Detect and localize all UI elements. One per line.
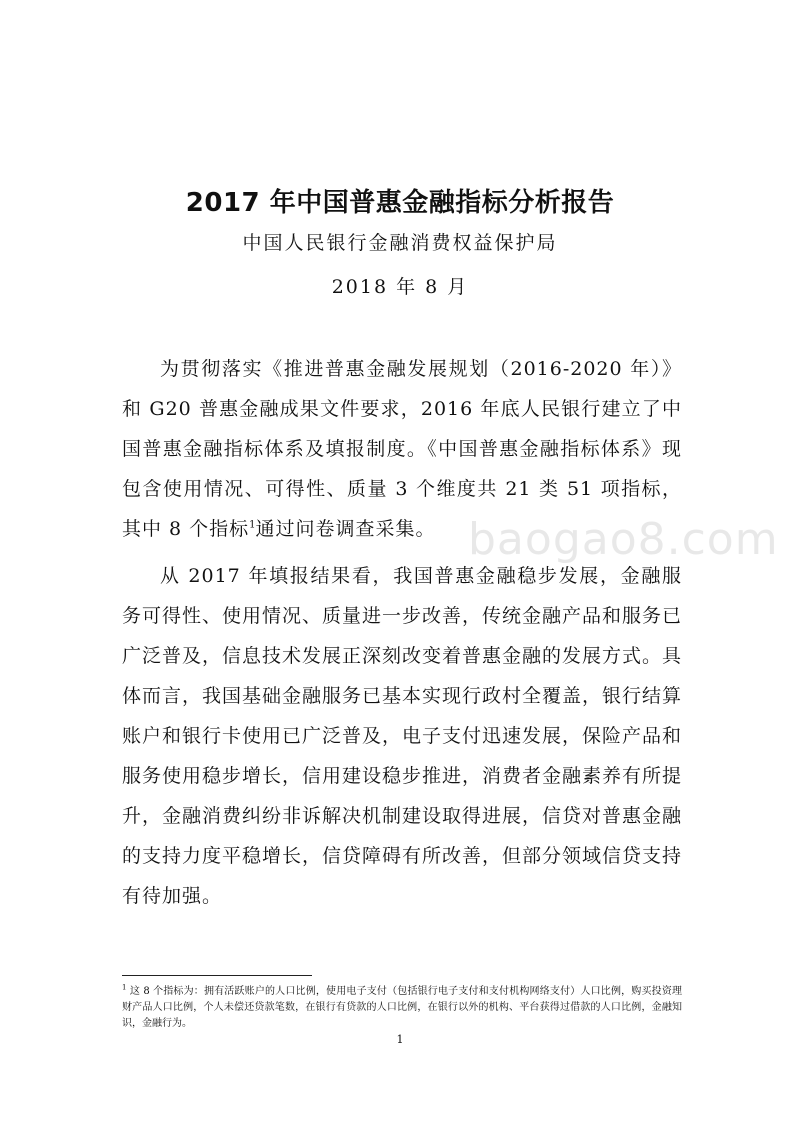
body-paragraph-2: 从 2017 年填报结果看，我国普惠金融稳步发展，金融服务可得性、使用情况、质量进一步改善，传统金融产品和服务已广泛普及，信息技术发展正深刻改变着普惠金融的发展方式。具体而言，我国基础金融服务已基本实现行政村全覆盖，银行结算账户和银行卡使用已广泛普及，电子支付迅速发展，保险产品和服务使用稳步增长，信用建设稳步推进，消费者金融素养有所提升，金融消费纠纷非诉解决机制建设取得进展，信贷对普惠金融的支持力度平稳增长，信贷障碍有所改善，但部分领域信贷支持有待加强。	[122, 565, 683, 907]
footnote-divider	[122, 975, 312, 976]
footnote-reference: 1	[249, 519, 256, 531]
page-number: 1	[396, 1033, 404, 1046]
body-paragraph-1	[122, 349, 682, 549]
report-issuer: 中国人民银行金融消费权益保护局	[242, 232, 558, 254]
footnote	[122, 984, 682, 1032]
report-title: 2017 年中国普惠金融指标分析报告	[185, 188, 615, 218]
paragraph-1-text-a: 为贯彻落实《推进普惠金融发展规划（2016-2020 年）》和 G20 普惠金融成果文件要求，2016 年底人民银行建立了中国普惠金融指标体系及填报制度。《中国普惠金融指标体系》现包含使用情况、可得性、质量 3 个维度共 21 类 51 项指标，其中 8 个指标	[122, 358, 682, 540]
paragraph-1-text-b: 通过问卷调查采集。	[255, 518, 436, 540]
watermark: baogao8.com	[468, 514, 779, 565]
footnote-text: 这 8 个指标为：拥有活跃账户的人口比例，使用电子支付（包括银行电子支付和支付机构网络支付）人口比例，购买投资理财产品人口比例，个人未偿还贷款笔数，在银行有贷款的人口比例，在银行以外的机构、平台获得过借款的人口比例，金融知识，金融行为。	[122, 986, 682, 1029]
footnote-mark: 1	[122, 983, 127, 992]
report-date: 2018 年 8 月	[331, 276, 469, 298]
